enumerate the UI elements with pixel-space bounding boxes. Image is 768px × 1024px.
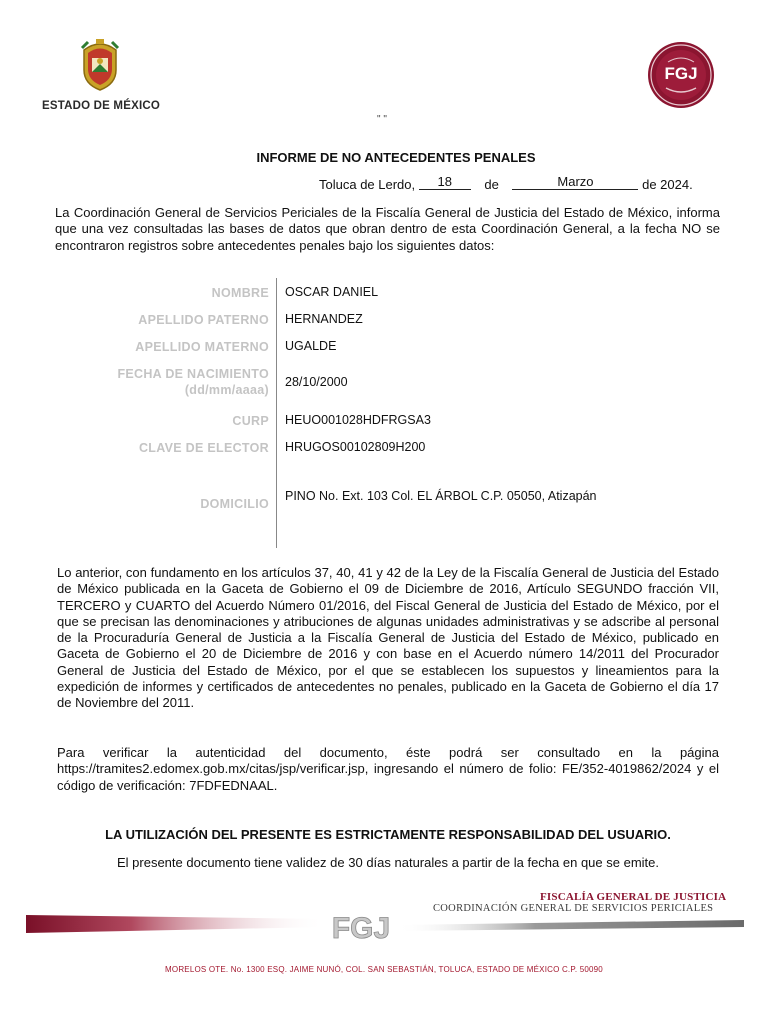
table-divider xyxy=(276,278,277,548)
value-apellido-paterno: HERNANDEZ xyxy=(285,312,363,326)
label-curp: CURP xyxy=(232,414,269,428)
header-separator: " " xyxy=(377,114,387,125)
fgj-seal-text: FGJ xyxy=(664,64,698,83)
footer-fgj-logo-text: FGJ xyxy=(331,912,391,945)
issue-date-line xyxy=(319,174,693,193)
value-nombre: OSCAR DANIEL xyxy=(285,285,379,299)
date-day: 18 xyxy=(419,174,471,190)
date-de: de xyxy=(484,177,499,192)
date-prefix: Toluca de Lerdo, xyxy=(319,177,416,192)
validity-notice: El presente documento tiene validez de 30 días naturales a partir de la fecha en que se emite. xyxy=(116,855,659,870)
label-fecha-nacimiento: FECHA DE NACIMIENTO xyxy=(117,367,269,381)
value-curp: HEUO001028HDFRGSA3 xyxy=(285,413,431,427)
responsibility-warning: LA UTILIZACIÓN DEL PRESENTE ES ESTRICTAMENTE RESPONSABILIDAD DEL USUARIO. xyxy=(105,827,671,842)
estado-de-mexico-coat-of-arms-logo xyxy=(72,36,128,92)
verification-paragraph: Para verificar la autenticidad del documento, éste podrá ser consultado en la página https://tramites2.edomex.gob.mx/citas/jsp/verificar.jsp, ingresando el número de folio: FE/352-4019862/2024 y el código de verificación: 7FDFEDNAAL. xyxy=(57,745,719,793)
footer-address: MORELOS OTE. No. 1300 ESQ. JAIME NUNÓ, COL. SAN SEBASTIÁN, TOLUCA, ESTADO DE MÉXICO C.P. 50090 xyxy=(165,965,603,974)
label-apellido-materno: APELLIDO MATERNO xyxy=(135,340,269,354)
value-domicilio: PINO No. Ext. 103 Col. EL ÁRBOL C.P. 05050, Atizapán xyxy=(285,489,597,503)
value-apellido-materno: UGALDE xyxy=(285,339,337,353)
footer-institution: FISCALÍA GENERAL DE JUSTICIA xyxy=(540,891,727,903)
footer-coordination: COORDINACIÓN GENERAL DE SERVICIOS PERICIALES xyxy=(433,903,714,914)
label-apellido-paterno: APELLIDO PATERNO xyxy=(138,313,269,327)
label-fecha-formato: (dd/mm/aaaa) xyxy=(184,383,269,397)
date-month: Marzo xyxy=(512,174,638,190)
label-nombre: NOMBRE xyxy=(211,286,269,300)
intro-paragraph: La Coordinación General de Servicios Periciales de la Fiscalía General de Justicia del Estado de México, informa que una vez consultadas las bases de datos que obran dentro de esta Coordinación General, a la fecha NO se encontraron registros sobre antecedentes penales bajo los siguientes datos: xyxy=(55,205,720,253)
label-clave-elector: CLAVE DE ELECTOR xyxy=(138,441,269,455)
value-fecha-nacimiento: 28/10/2000 xyxy=(285,375,348,389)
fgj-seal-logo xyxy=(646,40,716,110)
value-clave-elector: HRUGOS00102809H200 xyxy=(285,440,426,454)
label-domicilio: DOMICILIO xyxy=(200,497,269,511)
date-year: de 2024. xyxy=(642,177,693,192)
issuer-left-label: ESTADO DE MÉXICO xyxy=(42,100,160,112)
legal-basis-paragraph: Lo anterior, con fundamento en los artículos 37, 40, 41 y 42 de la Ley de la Fiscalía General de Justicia del Estado de México publicada en la Gaceta de Gobierno el 09 de Diciembre de 2016, Artículo SEGUNDO fracción VII, TERCERO y CUARTO del Acuerdo Número 01/2016, del Fiscal General de Justicia del Estado de México, por el que se precisan las denominaciones y atribuciones de algunas unidades administrativas y se adscribe al personal de la Procuraduría General de Justicia a la Fiscalía General de Justicia del Estado de México, publicado en Gaceta de Gobierno el 20 de Diciembre de 2016 y con base en el Acuerdo número 14/2011 del Procurador General de Justicia del Estado de México, por el que se establecen los supuestos y lineamientos para la expedición de informes y certificados de antecedentes no penales, publicado en la Gaceta de Gobierno el día 17 de Noviembre del 2011. xyxy=(57,565,719,711)
document-title: INFORME DE NO ANTECEDENTES PENALES xyxy=(256,150,536,165)
